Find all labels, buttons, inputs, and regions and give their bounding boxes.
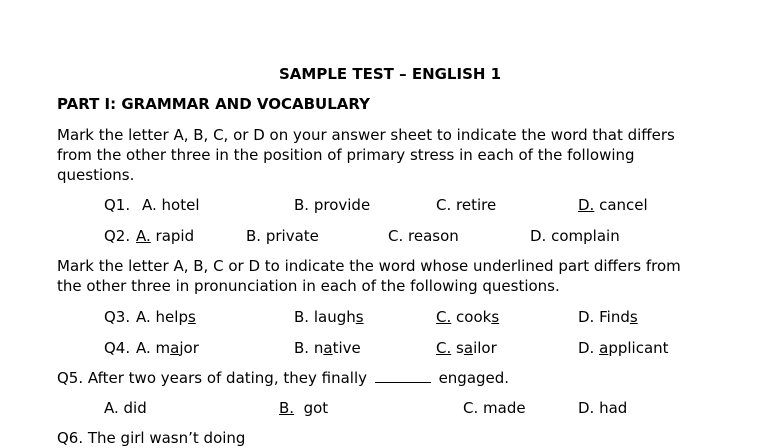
q3-a-word-underlined: s	[187, 308, 196, 326]
q4-d-letter: D.	[578, 339, 595, 357]
q2-option-d	[530, 226, 620, 246]
q4-a-word-post: jor	[179, 339, 199, 357]
q2-c-letter: C.	[388, 227, 404, 245]
q1-c-letter: C.	[436, 196, 452, 214]
q2-b-word: private	[265, 227, 319, 245]
q4-b-letter: B.	[294, 339, 310, 357]
q4-d-word-post: pplicant	[608, 339, 669, 357]
q1-option-a	[142, 195, 200, 215]
q3-d-letter: D.	[578, 308, 595, 326]
q3-a-word-pre: help	[155, 308, 188, 326]
q3-option-b	[294, 307, 364, 327]
q5-option-c: C. made	[463, 399, 526, 417]
q1-d-word: cancel	[599, 196, 648, 214]
q4-a-letter: A.	[136, 339, 151, 357]
q2-option-b	[246, 226, 319, 246]
q4-a-word-underlined: a	[170, 339, 180, 357]
stress-instruction-line-2: from the other three in the position of primary stress in each of the following	[57, 146, 635, 164]
q1-a-word: hotel	[161, 196, 200, 214]
q5-stem-after: engaged.	[438, 369, 510, 387]
q1-a-letter: A.	[142, 196, 157, 214]
q5-stem	[57, 368, 509, 388]
q4-option-c	[436, 338, 497, 358]
q2-option-c	[388, 226, 459, 246]
pronunciation-instruction-line-2: the other three in pronunciation in each of the following questions.	[57, 277, 560, 295]
q4-option-b	[294, 338, 361, 358]
pronunciation-instruction-line-1: Mark the letter A, B, C or D to indicate the word whose underlined part differs from	[57, 257, 681, 275]
q4-number: Q4.	[104, 339, 131, 357]
q6-stem: Q6. The girl wasn’t doing	[57, 429, 246, 447]
q5-option-b	[279, 398, 328, 418]
q3-c-word-pre: cook	[456, 308, 492, 326]
q3-option-d	[578, 307, 638, 327]
part-heading: PART I: GRAMMAR AND VOCABULARY	[57, 95, 370, 113]
q2-a-word: rapid	[155, 227, 195, 245]
q2-a-letter: A.	[136, 227, 151, 245]
q3-option-c	[436, 307, 499, 327]
q3-c-letter: C.	[436, 308, 452, 326]
q1-b-word: provide	[313, 196, 371, 214]
q1-b-letter: B.	[294, 196, 310, 214]
q5-option-a: A. did	[104, 399, 147, 417]
q3-d-word-pre: Find	[599, 308, 630, 326]
stress-instruction-line-1: Mark the letter A, B, C, or D on your answer sheet to indicate the word that differs	[57, 126, 675, 144]
q4-c-letter: C.	[436, 339, 452, 357]
q4-c-word-pre: s	[456, 339, 464, 357]
q1-option-d	[578, 195, 648, 215]
q2-d-word: complain	[551, 227, 620, 245]
q2-d-letter: D.	[530, 227, 547, 245]
q4-a-word-pre: m	[155, 339, 171, 357]
q1-option-c	[436, 195, 496, 215]
q5-b-letter: B.	[279, 399, 295, 417]
stress-instruction-line-3: questions.	[57, 166, 135, 184]
page-title: SAMPLE TEST – ENGLISH 1	[279, 65, 502, 83]
q2-b-letter: B.	[246, 227, 262, 245]
q3-c-word-underlined: s	[491, 308, 500, 326]
q2-c-word: reason	[408, 227, 459, 245]
q4-c-word-underlined: a	[463, 339, 474, 357]
q2-number: Q2.	[104, 227, 131, 245]
q5-option-d: D. had	[578, 399, 628, 417]
q1-number: Q1.	[104, 196, 131, 214]
q1-d-letter: D.	[578, 196, 595, 214]
q4-option-a	[136, 338, 199, 358]
q3-b-word-underlined: s	[355, 308, 364, 326]
q5-b-word: got	[303, 399, 329, 417]
q4-b-word-underlined: a	[323, 339, 333, 357]
q5-blank	[375, 368, 431, 383]
q3-d-word-underlined: s	[629, 308, 638, 326]
q1-c-word: retire	[456, 196, 497, 214]
q4-b-word-post: tive	[332, 339, 361, 357]
q4-c-word-post: ilor	[473, 339, 497, 357]
q4-b-word-pre: n	[313, 339, 324, 357]
q3-option-a	[136, 307, 196, 327]
q3-b-letter: B.	[294, 308, 310, 326]
q5-stem-before: Q5. After two years of dating, they finally	[57, 369, 367, 387]
q3-number: Q3.	[104, 308, 131, 326]
q3-b-word-pre: laugh	[313, 308, 356, 326]
q4-d-word-underlined: a	[599, 339, 609, 357]
q1-option-b	[294, 195, 370, 215]
q2-option-a	[136, 226, 194, 246]
q3-a-letter: A.	[136, 308, 151, 326]
q4-option-d	[578, 338, 669, 358]
